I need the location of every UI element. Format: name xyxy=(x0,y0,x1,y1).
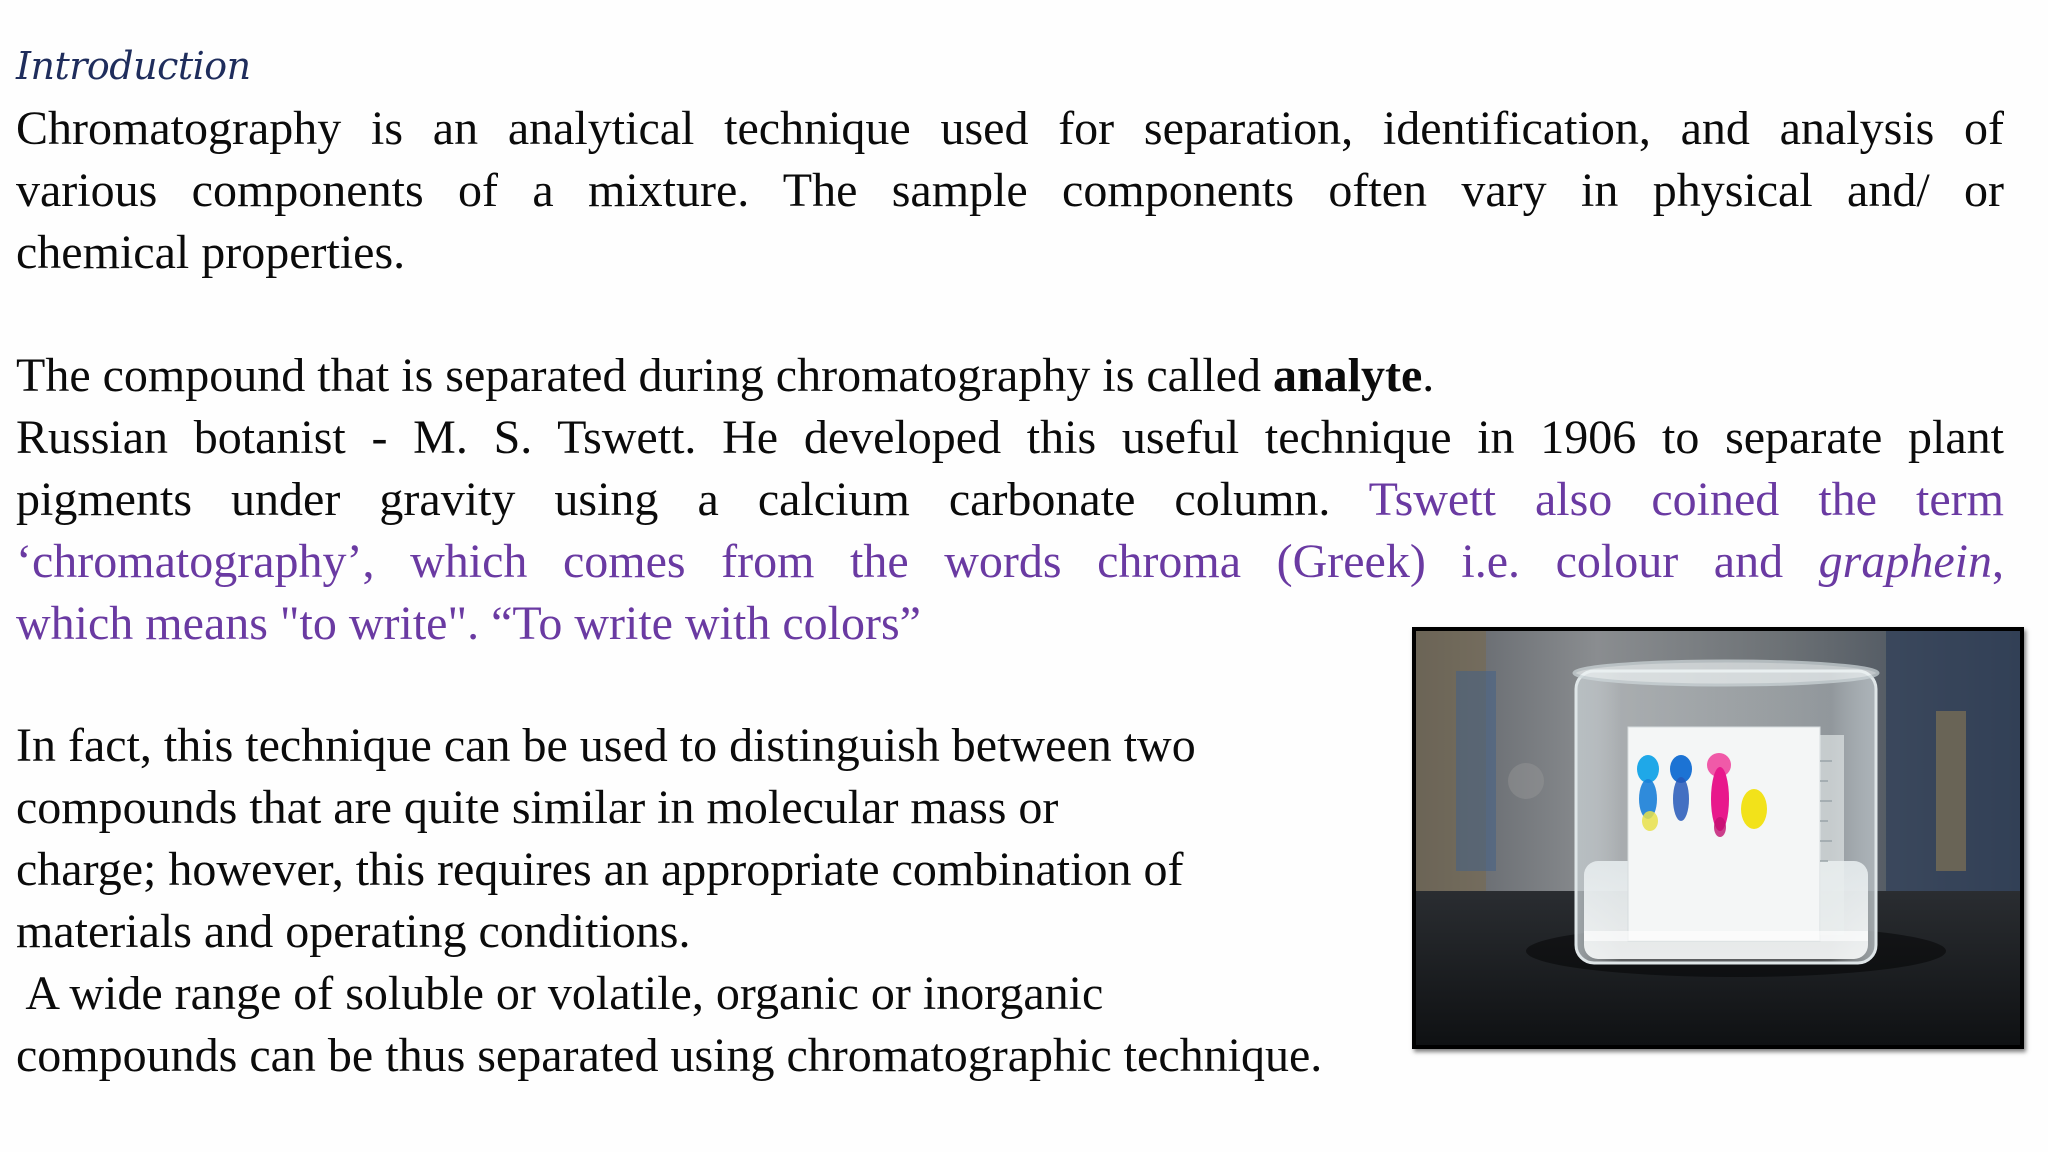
highlight-line: which means "to write". “To write with colors” xyxy=(16,597,921,650)
text-segment: The compound that is separated during chromatography is called xyxy=(16,349,1273,402)
beaker-illustration xyxy=(1416,631,2020,1045)
text-line: chemical properties. xyxy=(16,226,406,279)
text-line: compounds can be thus separated using chromatographic technique. xyxy=(16,1029,1323,1082)
text-segment: . xyxy=(1422,349,1435,402)
text-line: various components of a mixture. The sample components often vary in physical and/ or xyxy=(16,164,2004,217)
text-line: A wide range of soluble or volatile, organic or inorganic xyxy=(16,967,1104,1020)
highlight-text: Tswett also coined the term xyxy=(1368,473,2004,526)
text-segment: ‘chromatography’, which comes from the words chroma (Greek) i.e. colour and xyxy=(16,535,1819,588)
text-segment: , xyxy=(1992,535,2004,588)
paragraph-applications xyxy=(16,715,1322,1087)
analyte-sentence xyxy=(16,345,2004,407)
text-line: charge; however, this requires an appropriate combination of xyxy=(16,843,1184,896)
text-line xyxy=(16,469,2004,531)
text-line: compounds that are quite similar in molecular mass or xyxy=(16,781,1059,834)
analyte-term: analyte xyxy=(1272,349,1423,402)
text-segment: pigments under gravity using a calcium carbonate column. xyxy=(16,473,1369,526)
slide-heading: Introduction xyxy=(16,44,251,88)
italic-term: graphein xyxy=(1818,535,1992,588)
highlight-line xyxy=(16,531,2004,593)
paragraph-history xyxy=(16,345,2004,655)
chromatography-photo xyxy=(1412,627,2024,1049)
yellow-spot xyxy=(1741,789,1767,829)
text-line: materials and operating conditions. xyxy=(16,905,691,958)
text-line: In fact, this technique can be used to distinguish between two xyxy=(16,719,1196,772)
paragraph-definition xyxy=(16,98,2004,284)
text-line: Chromatography is an analytical technique used for separation, identification, and analysis of xyxy=(16,102,2004,155)
text-line: Russian botanist - M. S. Tswett. He developed this useful technique in 1906 to separate plant xyxy=(16,411,2004,464)
